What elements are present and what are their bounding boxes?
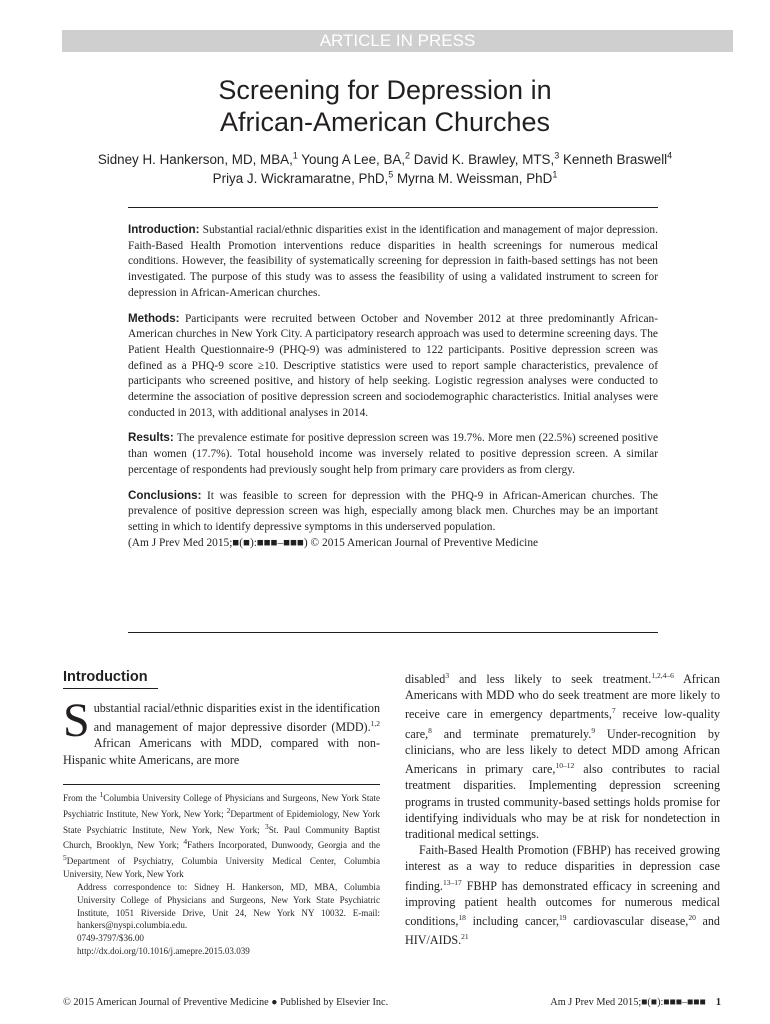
footer-citation: Am J Prev Med 2015;■(■):■■■–■■■	[550, 997, 706, 1008]
left-column	[63, 668, 380, 768]
article-in-press-banner: ARTICLE IN PRESS	[62, 30, 733, 52]
author-name: Kenneth Braswell	[562, 152, 668, 167]
note-text: Department of Epidemiology, New York State Psychiatric Institute, New York, New York;	[63, 808, 380, 835]
body-paragraph	[405, 668, 720, 842]
reference-marker: 9	[591, 725, 596, 735]
author-name: Myrna M. Weissman, PhD	[397, 171, 553, 186]
body-text: and less likely to seek treatment.	[449, 672, 652, 687]
body-text: Under-recognition by clinicians, who are less likely to detect MDD among African Americans in primary care,	[405, 726, 720, 777]
body-text: ubstantial racial/ethnic disparities exist in the identification and management of major depressive disorder (MDD).	[93, 701, 380, 735]
right-column	[405, 668, 720, 948]
reference-marker: 13–17	[442, 877, 462, 887]
affiliation-marker: 3	[554, 150, 560, 161]
article-title	[0, 74, 770, 138]
note-text: Department of Psychiatry, Columbia University Medical Center, Columbia University, New York, New York	[63, 856, 380, 880]
reference-marker: 10–12	[555, 761, 575, 771]
footer-journal-ref	[550, 996, 721, 1010]
affiliation-marker: 1	[552, 169, 558, 180]
affiliation-marker: 3	[265, 821, 269, 831]
affiliation-marker: 2	[226, 805, 231, 815]
abstract-heading: Methods:	[128, 311, 180, 325]
note-text: Columbia University College of Physicians and Surgeons, New York State Psychiatric Institute, New York, New York;	[63, 793, 380, 819]
reference-marker: 8	[428, 725, 432, 735]
abstract-text: Substantial racial/ethnic disparities exist in the identification and management of major depression. Faith-Based Health Promotion interventions reduce disparities in health screenings for numerous medical conditions. However, the feasibility of systematically screening for depression in faith-based settings has not been investigated. The purpose of this study was to assess the feasibility of using a validated instrument to screen for depression in African-American churches.	[128, 224, 658, 299]
reference-marker: 1,2	[370, 719, 380, 729]
affiliation-marker: 4	[183, 837, 188, 847]
abstract-methods	[128, 311, 658, 422]
affiliation-marker: 5	[63, 853, 67, 863]
abstract-results	[128, 430, 658, 478]
page-number: 1	[715, 997, 721, 1008]
note-text: St. Paul Community Baptist Church, Brooklyn, New York;	[63, 824, 380, 851]
title-line-2: African-American Churches	[219, 107, 551, 137]
abstract-heading: Conclusions:	[128, 488, 202, 502]
abstract-heading: Results:	[128, 431, 174, 445]
reference-marker: 21	[461, 932, 469, 942]
author-name: Young A Lee, BA,	[301, 152, 406, 167]
body-text: cardiovascular disease,	[566, 914, 689, 929]
reference-marker: 1,2,4–6	[651, 671, 674, 680]
body-text: receive low-quality care,	[405, 707, 720, 741]
section-heading: Introduction	[63, 669, 158, 689]
affiliation-notes	[63, 784, 380, 958]
affiliation-marker: 4	[667, 150, 673, 161]
body-text: also contributes to racial treatment disparities. Implementing depression screening programs in trusted community-based settings holds promise for identifying individuals who may be at risk for nondetection in traditional medical settings.	[405, 762, 720, 841]
reference-marker: 3	[445, 671, 450, 680]
note-text: Fathers Incorporated, Dunwoody, Georgia and the	[187, 840, 381, 851]
reference-marker: 7	[611, 706, 616, 716]
author-list	[40, 150, 730, 188]
drop-cap: S	[63, 694, 90, 747]
author-name: Sidney H. Hankerson, MD, MBA,	[97, 152, 293, 167]
abstract-text: The prevalence estimate for positive depression screen was 19.7%. More men (22.5%) screened positive than women (17.7%). Total household income was inversely related to positive depression screen. A similar percentage of respondents had previously sought help from primary care providers as from clergy.	[128, 432, 658, 476]
body-text: and HIV/AIDS.	[405, 914, 720, 948]
body-text: disabled	[405, 672, 446, 687]
reference-marker: 20	[688, 913, 696, 922]
affiliations	[63, 789, 380, 881]
affiliation-marker: 2	[405, 150, 411, 161]
affiliation-marker: 1	[292, 150, 298, 161]
abstract-text: It was feasible to screen for depression with the PHQ-9 in African-American churches. The prevalence of positive depression screen was high, especially among black men. Churches may be an important setting in which to identify depressive symptoms in this underserved population.	[128, 489, 658, 533]
body-text: Faith-Based Health Promotion (FBHP) has received growing interest as a way to reduce disparities in depression case finding.	[405, 843, 720, 893]
abstract-bottom-rule	[128, 632, 658, 633]
abstract-text: Participants were recruited between October and November 2012 at three predominantly African-American churches in New York City. A participatory research approach was used to determine screening days. The Patient Health Questionnaire-9 (PHQ-9) was administered to 122 participants. Positive depression screen was defined as a PHQ-9 score ≥10. Descriptive statistics were used to report sample characteristics, prevalence of participants who screened positive, and history of help seeking. Logistic regression analyses were conducted to determine the association of positive depression screen and sociodemographic characteristics. Initial analyses were conducted in 2013, with additional analyses in 2014.	[128, 312, 658, 419]
author-name: Priya J. Wickramaratne, PhD,	[212, 171, 389, 186]
abstract-conclusions	[128, 488, 658, 536]
journal-citation: (Am J Prev Med 2015;■(■):■■■–■■■) © 2015 American Journal of Preventive Medicine	[128, 536, 539, 549]
reference-marker: 18	[458, 913, 466, 922]
note-text: From the	[63, 793, 100, 804]
doi-link[interactable]: http://dx.doi.org/10.1016/j.amepre.2015.03.039	[77, 945, 250, 956]
reference-marker: 19	[559, 913, 567, 922]
body-text: African Americans with MDD who do seek treatment are more likely to receive care in emergency departments,	[405, 672, 720, 722]
abstract-introduction	[128, 222, 658, 302]
affiliation-marker: 5	[388, 169, 394, 180]
body-text: FBHP has demonstrated efficacy in screening and improving patient health outcomes for numerous medical conditions,	[405, 878, 720, 929]
affiliation-marker: 1	[99, 790, 104, 799]
body-text: African Americans with MDD, compared with non-Hispanic white Americans, are more	[63, 736, 380, 767]
body-text: including cancer,	[465, 914, 560, 929]
body-paragraph	[405, 842, 720, 948]
correspondence-address: Address correspondence to: Sidney H. Hankerson, MD, MBA, Columbia University College of Physicians and Surgeons, New York State Psychiatric Institute, 1051 Riverside Drive, Unit 24, New York NY 10032. E-mail: hankers@nyspi.columbia.edu.	[77, 881, 380, 931]
author-name: David K. Brawley, MTS,	[413, 152, 555, 167]
body-paragraph	[63, 694, 380, 768]
abstract	[128, 207, 658, 551]
body-text: and terminate prematurely.	[431, 726, 592, 741]
abstract-heading: Introduction:	[128, 223, 200, 236]
title-line-1: Screening for Depression in	[218, 75, 552, 105]
issn-price: 0749-3797/$36.00	[77, 933, 144, 944]
footer-copyright: © 2015 American Journal of Preventive Medicine ● Published by Elsevier Inc.	[63, 997, 389, 1008]
